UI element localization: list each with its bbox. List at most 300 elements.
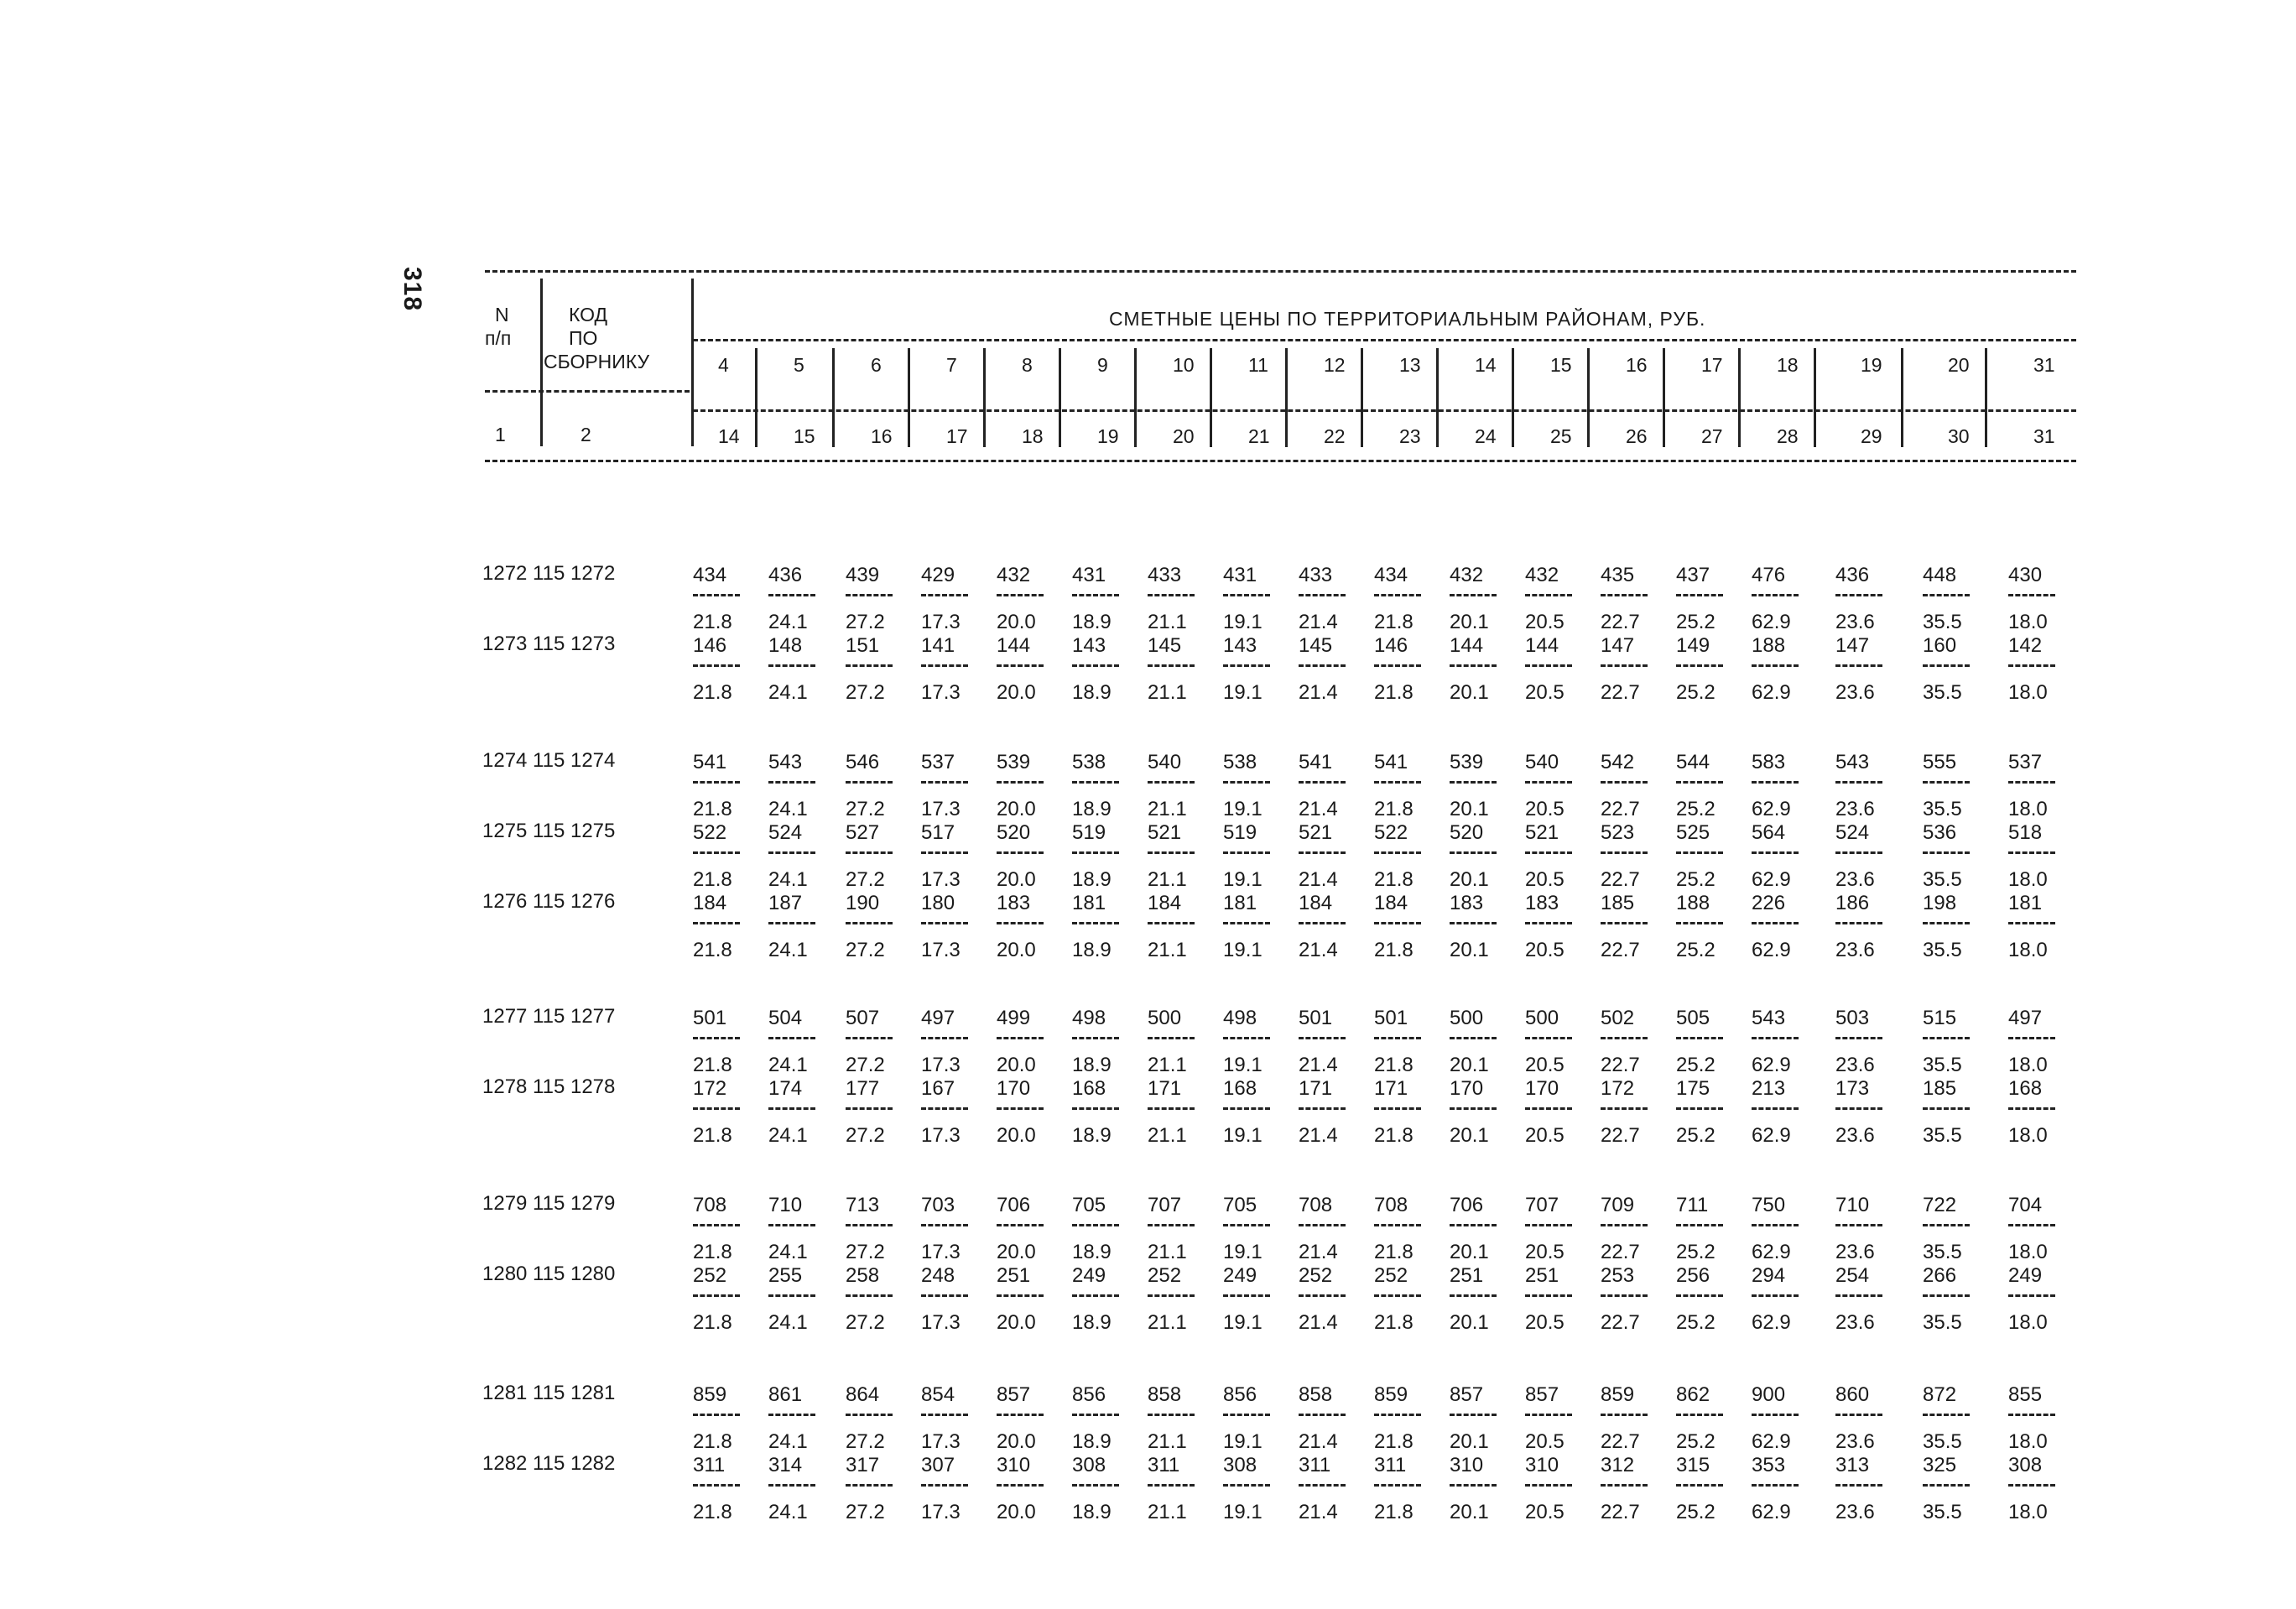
coefficient-cell: 21.4: [1299, 681, 1338, 704]
price-cell: 307: [921, 1454, 955, 1476]
price-cell: 433: [1299, 564, 1333, 586]
coefficient-cell: 21.8: [693, 611, 732, 633]
price-cell: 172: [1601, 1077, 1635, 1100]
coefficient-cell: 19.1: [1223, 1311, 1263, 1334]
price-cell: 251: [1525, 1264, 1559, 1287]
region-5-header: 5: [794, 354, 804, 376]
coefficient-cell: 20.5: [1525, 1241, 1565, 1263]
coefficient-cell: 27.2: [846, 1501, 885, 1523]
region-18-header: 18: [1777, 354, 1799, 376]
price-cell: 525: [1676, 821, 1710, 844]
price-cell: 537: [921, 751, 955, 773]
fraction-bar: [1676, 1037, 1723, 1039]
price-cell: 170: [1450, 1077, 1484, 1100]
coefficient-cell: 19.1: [1223, 1241, 1263, 1263]
fraction-bar: [1223, 594, 1270, 596]
fraction-bar: [1525, 922, 1572, 924]
coefficient-cell: 18.0: [2008, 868, 2048, 891]
coefficient-cell: 25.2: [1676, 1124, 1715, 1147]
price-cell: 519: [1072, 821, 1106, 844]
price-cell: 253: [1601, 1264, 1635, 1287]
coefficient-cell: 21.1: [1148, 1241, 1187, 1263]
price-cell: 524: [768, 821, 803, 844]
col-number-header: 22: [1324, 425, 1346, 447]
fraction-bar: [1148, 1294, 1195, 1297]
coefficient-cell: 27.2: [846, 1124, 885, 1147]
price-cell: 555: [1923, 751, 1957, 773]
coefficient-cell: 25.2: [1676, 1430, 1715, 1453]
coefficient-cell: 20.5: [1525, 1501, 1565, 1523]
price-cell: 862: [1676, 1383, 1710, 1406]
fraction-bar: [997, 1484, 1044, 1487]
price-cell: 501: [1299, 1007, 1333, 1029]
fraction-bar: [1299, 1224, 1346, 1226]
coefficient-cell: 17.3: [921, 1124, 961, 1147]
coefficient-cell: 21.8: [693, 1430, 732, 1453]
price-cell: 543: [1752, 1007, 1786, 1029]
coefficient-cell: 21.1: [1148, 868, 1187, 891]
coefficient-cell: 20.5: [1525, 1430, 1565, 1453]
price-cell: 314: [768, 1454, 803, 1476]
fraction-bar: [846, 781, 893, 784]
coefficient-cell: 25.2: [1676, 798, 1715, 820]
coefficient-cell: 18.9: [1072, 681, 1112, 704]
fraction-bar: [1752, 781, 1799, 784]
table-title: СМЕТНЫЕ ЦЕНЫ ПО ТЕРРИТОРИАЛЬНЫМ РАЙОНАМ, РУБ.: [1109, 308, 1706, 330]
price-cell: 183: [997, 892, 1031, 914]
coefficient-cell: 20.5: [1525, 939, 1565, 961]
region-7-header: 7: [946, 354, 957, 376]
coefficient-cell: 21.4: [1299, 1430, 1338, 1453]
coefficient-cell: 21.4: [1299, 1054, 1338, 1076]
col-divider: [908, 348, 910, 447]
fraction-bar: [1923, 922, 1970, 924]
fraction-bar: [768, 1484, 815, 1487]
price-cell: 173: [1835, 1077, 1870, 1100]
fraction-bar: [1450, 664, 1497, 667]
coefficient-cell: 35.5: [1923, 1124, 1962, 1147]
coefficient-cell: 22.7: [1601, 1124, 1640, 1147]
fraction-bar: [1676, 1414, 1723, 1416]
coefficient-cell: 20.0: [997, 868, 1036, 891]
fraction-bar: [693, 1037, 740, 1039]
coefficient-cell: 23.6: [1835, 1124, 1875, 1147]
coefficient-cell: 18.0: [2008, 1430, 2048, 1453]
price-cell: 252: [1299, 1264, 1333, 1287]
coefficient-cell: 27.2: [846, 1430, 885, 1453]
coefficient-cell: 62.9: [1752, 1054, 1791, 1076]
fraction-bar: [997, 1107, 1044, 1110]
price-cell: 540: [1148, 751, 1182, 773]
fraction-bar: [1752, 922, 1799, 924]
price-cell: 187: [768, 892, 803, 914]
fraction-bar: [1923, 1294, 1970, 1297]
fraction-bar: [1835, 781, 1882, 784]
price-cell: 256: [1676, 1264, 1710, 1287]
coefficient-cell: 21.8: [1374, 1124, 1414, 1147]
coefficient-cell: 20.1: [1450, 1124, 1489, 1147]
fraction-bar: [1676, 1107, 1723, 1110]
price-cell: 315: [1676, 1454, 1710, 1476]
fraction-bar: [921, 1484, 968, 1487]
region-14-header: 14: [1475, 354, 1497, 376]
coefficient-cell: 21.4: [1299, 1501, 1338, 1523]
price-cell: 722: [1923, 1194, 1957, 1216]
col-number-header: 24: [1475, 425, 1497, 447]
header-top-rule: [485, 270, 2076, 273]
fraction-bar: [1601, 1414, 1648, 1416]
col-divider: [1134, 348, 1137, 447]
col-number-header: 14: [718, 425, 740, 447]
price-cell: 521: [1148, 821, 1182, 844]
coefficient-cell: 20.1: [1450, 1311, 1489, 1334]
fraction-bar: [1923, 1414, 1970, 1416]
fraction-bar: [1752, 851, 1799, 854]
coefficient-cell: 17.3: [921, 939, 961, 961]
col-number-header: 21: [1248, 425, 1270, 447]
coefficient-cell: 25.2: [1676, 1311, 1715, 1334]
coefficient-cell: 62.9: [1752, 1124, 1791, 1147]
fraction-bar: [1752, 1107, 1799, 1110]
col-num-1: 1: [495, 424, 506, 445]
coefficient-cell: 21.1: [1148, 1124, 1187, 1147]
region-20-header: 20: [1948, 354, 1970, 376]
coefficient-cell: 22.7: [1601, 798, 1640, 820]
fraction-bar: [1374, 1107, 1421, 1110]
fraction-bar: [846, 851, 893, 854]
price-cell: 183: [1525, 892, 1559, 914]
col-divider: [1814, 348, 1816, 447]
price-cell: 521: [1299, 821, 1333, 844]
coefficient-cell: 23.6: [1835, 1501, 1875, 1523]
fraction-bar: [1601, 1037, 1648, 1039]
coefficient-cell: 35.5: [1923, 681, 1962, 704]
fraction-bar: [1835, 664, 1882, 667]
fraction-bar: [1072, 851, 1119, 854]
fraction-bar: [1299, 594, 1346, 596]
fraction-bar: [1148, 851, 1195, 854]
coefficient-cell: 21.4: [1299, 1311, 1338, 1334]
coefficient-cell: 18.9: [1072, 798, 1112, 820]
fraction-bar: [1223, 1414, 1270, 1416]
fraction-bar: [921, 922, 968, 924]
col-divider: [1985, 348, 1987, 447]
coefficient-cell: 20.0: [997, 1124, 1036, 1147]
price-cell: 175: [1676, 1077, 1710, 1100]
coefficient-cell: 20.1: [1450, 681, 1489, 704]
coefficient-cell: 21.8: [1374, 1311, 1414, 1334]
fraction-bar: [1835, 1294, 1882, 1297]
price-cell: 325: [1923, 1454, 1957, 1476]
col-number-header: 29: [1861, 425, 1882, 447]
price-cell: 186: [1835, 892, 1870, 914]
fraction-bar: [1299, 664, 1346, 667]
price-cell: 177: [846, 1077, 880, 1100]
col-number-header: 15: [794, 425, 815, 447]
price-cell: 249: [1072, 1264, 1106, 1287]
coefficient-cell: 21.8: [1374, 1430, 1414, 1453]
price-cell: 144: [1450, 634, 1484, 657]
price-cell: 313: [1835, 1454, 1870, 1476]
fraction-bar: [1148, 1037, 1195, 1039]
price-cell: 183: [1450, 892, 1484, 914]
price-cell: 172: [693, 1077, 727, 1100]
fraction-bar: [1374, 664, 1421, 667]
price-cell: 713: [846, 1194, 880, 1216]
coefficient-cell: 20.0: [997, 1054, 1036, 1076]
fraction-bar: [768, 781, 815, 784]
coefficient-cell: 21.8: [1374, 681, 1414, 704]
fraction-bar: [846, 1037, 893, 1039]
price-cell: 858: [1148, 1383, 1182, 1406]
fraction-bar: [1835, 851, 1882, 854]
price-cell: 564: [1752, 821, 1786, 844]
price-cell: 168: [1223, 1077, 1257, 1100]
coefficient-cell: 62.9: [1752, 798, 1791, 820]
coefficient-cell: 24.1: [768, 868, 808, 891]
price-cell: 520: [1450, 821, 1484, 844]
price-cell: 312: [1601, 1454, 1635, 1476]
fraction-bar: [1835, 1484, 1882, 1487]
fraction-bar: [1374, 1224, 1421, 1226]
price-cell: 502: [1601, 1007, 1635, 1029]
fraction-bar: [1299, 1294, 1346, 1297]
fraction-bar: [1752, 594, 1799, 596]
coefficient-cell: 27.2: [846, 611, 885, 633]
fraction-bar: [1525, 851, 1572, 854]
fraction-bar: [1835, 922, 1882, 924]
col-divider: [1285, 348, 1288, 447]
fraction-bar: [1374, 1414, 1421, 1416]
fraction-bar: [1299, 1037, 1346, 1039]
coefficient-cell: 35.5: [1923, 1241, 1962, 1263]
price-cell: 497: [921, 1007, 955, 1029]
coefficient-cell: 27.2: [846, 939, 885, 961]
price-cell: 144: [997, 634, 1031, 657]
fraction-bar: [1299, 1414, 1346, 1416]
fraction-bar: [1525, 1037, 1572, 1039]
fraction-bar: [1299, 1107, 1346, 1110]
row-code-label: 1281 115 1281: [482, 1382, 616, 1404]
price-cell: 750: [1752, 1194, 1786, 1216]
coefficient-cell: 18.0: [2008, 1124, 2048, 1147]
fraction-bar: [846, 1484, 893, 1487]
fraction-bar: [1676, 781, 1723, 784]
price-cell: 147: [1835, 634, 1870, 657]
col-divider: [1210, 348, 1212, 447]
fraction-bar: [1676, 851, 1723, 854]
col-divider: [1361, 348, 1363, 447]
price-cell: 538: [1072, 751, 1106, 773]
coefficient-cell: 22.7: [1601, 681, 1640, 704]
fraction-bar: [2008, 1414, 2055, 1416]
coefficient-cell: 17.3: [921, 1501, 961, 1523]
fraction-bar: [1525, 781, 1572, 784]
price-cell: 708: [1299, 1194, 1333, 1216]
coefficient-cell: 21.4: [1299, 798, 1338, 820]
price-cell: 251: [1450, 1264, 1484, 1287]
price-cell: 434: [1374, 564, 1408, 586]
coefficient-cell: 25.2: [1676, 939, 1715, 961]
price-cell: 434: [693, 564, 727, 586]
coefficient-cell: 20.5: [1525, 1311, 1565, 1334]
price-cell: 190: [846, 892, 880, 914]
fraction-bar: [1923, 1107, 1970, 1110]
coefficient-cell: 17.3: [921, 1311, 961, 1334]
price-cell: 181: [2008, 892, 2043, 914]
price-cell: 148: [768, 634, 803, 657]
fraction-bar: [1450, 851, 1497, 854]
fraction-bar: [1752, 1414, 1799, 1416]
price-cell: 705: [1223, 1194, 1257, 1216]
price-cell: 310: [997, 1454, 1031, 1476]
price-cell: 703: [921, 1194, 955, 1216]
fraction-bar: [693, 664, 740, 667]
fraction-bar: [2008, 1484, 2055, 1487]
fraction-bar: [1525, 594, 1572, 596]
header-bottom-rule: [485, 460, 2076, 462]
price-cell: 188: [1752, 634, 1786, 657]
price-cell: 143: [1223, 634, 1257, 657]
title-rule: [693, 339, 2076, 341]
pp-label: п/п: [485, 327, 512, 349]
price-cell: 170: [997, 1077, 1031, 1100]
price-cell: 226: [1752, 892, 1786, 914]
price-cell: 524: [1835, 821, 1870, 844]
price-cell: 185: [1601, 892, 1635, 914]
coefficient-cell: 21.1: [1148, 1311, 1187, 1334]
fraction-bar: [997, 781, 1044, 784]
coefficient-cell: 20.0: [997, 681, 1036, 704]
coefficient-cell: 18.9: [1072, 939, 1112, 961]
price-cell: 539: [1450, 751, 1484, 773]
price-cell: 146: [1374, 634, 1408, 657]
coefficient-cell: 22.7: [1601, 939, 1640, 961]
fraction-bar: [1450, 594, 1497, 596]
coefficient-cell: 20.5: [1525, 1124, 1565, 1147]
coefficient-cell: 19.1: [1223, 1430, 1263, 1453]
price-cell: 188: [1676, 892, 1710, 914]
coefficient-cell: 35.5: [1923, 1430, 1962, 1453]
row-code-label: 1280 115 1280: [482, 1263, 616, 1285]
price-cell: 858: [1299, 1383, 1333, 1406]
fraction-bar: [1676, 594, 1723, 596]
coefficient-cell: 62.9: [1752, 939, 1791, 961]
price-cell: 436: [1835, 564, 1870, 586]
coefficient-cell: 62.9: [1752, 681, 1791, 704]
fraction-bar: [1072, 1294, 1119, 1297]
price-cell: 708: [1374, 1194, 1408, 1216]
col-number-header: 19: [1097, 425, 1119, 447]
price-cell: 252: [693, 1264, 727, 1287]
price-cell: 308: [1072, 1454, 1106, 1476]
price-cell: 308: [1223, 1454, 1257, 1476]
price-cell: 448: [1923, 564, 1957, 586]
coefficient-cell: 35.5: [1923, 1311, 1962, 1334]
fraction-bar: [1601, 781, 1648, 784]
coefficient-cell: 18.9: [1072, 1430, 1112, 1453]
fraction-bar: [1223, 1484, 1270, 1487]
coefficient-cell: 27.2: [846, 1241, 885, 1263]
coefficient-cell: 20.1: [1450, 1241, 1489, 1263]
fraction-bar: [1601, 1224, 1648, 1226]
coefficient-cell: 19.1: [1223, 681, 1263, 704]
coefficient-cell: 17.3: [921, 611, 961, 633]
price-cell: 498: [1072, 1007, 1106, 1029]
fraction-bar: [1450, 1294, 1497, 1297]
price-cell: 170: [1525, 1077, 1559, 1100]
price-cell: 251: [997, 1264, 1031, 1287]
price-cell: 521: [1525, 821, 1559, 844]
coefficient-cell: 21.8: [693, 1311, 732, 1334]
price-cell: 861: [768, 1383, 803, 1406]
fraction-bar: [1835, 1107, 1882, 1110]
price-cell: 519: [1223, 821, 1257, 844]
price-cell: 149: [1676, 634, 1710, 657]
price-cell: 143: [1072, 634, 1106, 657]
fraction-bar: [997, 922, 1044, 924]
price-cell: 168: [2008, 1077, 2043, 1100]
coefficient-cell: 18.9: [1072, 1124, 1112, 1147]
coefficient-cell: 25.2: [1676, 681, 1715, 704]
coefficient-cell: 21.4: [1299, 939, 1338, 961]
price-cell: 430: [2008, 564, 2043, 586]
price-cell: 864: [846, 1383, 880, 1406]
fraction-bar: [768, 1107, 815, 1110]
coefficient-cell: 21.8: [1374, 939, 1414, 961]
fraction-bar: [997, 1414, 1044, 1416]
price-cell: 855: [2008, 1383, 2043, 1406]
coefficient-cell: 24.1: [768, 681, 808, 704]
coefficient-cell: 25.2: [1676, 868, 1715, 891]
region-12-header: 12: [1324, 354, 1346, 376]
price-cell: 708: [693, 1194, 727, 1216]
price-cell: 538: [1223, 751, 1257, 773]
price-cell: 311: [1299, 1454, 1331, 1476]
coefficient-cell: 35.5: [1923, 798, 1962, 820]
fraction-bar: [1450, 1224, 1497, 1226]
col-divider: [755, 348, 758, 447]
coefficient-cell: 21.8: [693, 798, 732, 820]
fraction-bar: [1923, 664, 1970, 667]
price-cell: 500: [1525, 1007, 1559, 1029]
col-divider: [1512, 348, 1514, 447]
fraction-bar: [1072, 1107, 1119, 1110]
fraction-bar: [846, 664, 893, 667]
price-cell: 543: [768, 751, 803, 773]
coefficient-cell: 23.6: [1835, 611, 1875, 633]
fraction-bar: [1374, 781, 1421, 784]
coefficient-cell: 24.1: [768, 1241, 808, 1263]
coefficient-cell: 21.4: [1299, 1241, 1338, 1263]
fraction-bar: [921, 1224, 968, 1226]
price-cell: 499: [997, 1007, 1031, 1029]
price-cell: 184: [1148, 892, 1182, 914]
coefficient-cell: 24.1: [768, 1124, 808, 1147]
coefficient-cell: 19.1: [1223, 939, 1263, 961]
fraction-bar: [1676, 1294, 1723, 1297]
price-cell: 437: [1676, 564, 1710, 586]
coefficient-cell: 24.1: [768, 611, 808, 633]
coefficient-cell: 20.5: [1525, 868, 1565, 891]
coefficient-cell: 21.4: [1299, 611, 1338, 633]
price-cell: 249: [1223, 1264, 1257, 1287]
coefficient-cell: 17.3: [921, 1241, 961, 1263]
fraction-bar: [2008, 1037, 2055, 1039]
price-cell: 505: [1676, 1007, 1710, 1029]
price-cell: 517: [921, 821, 955, 844]
coefficient-cell: 21.8: [1374, 798, 1414, 820]
